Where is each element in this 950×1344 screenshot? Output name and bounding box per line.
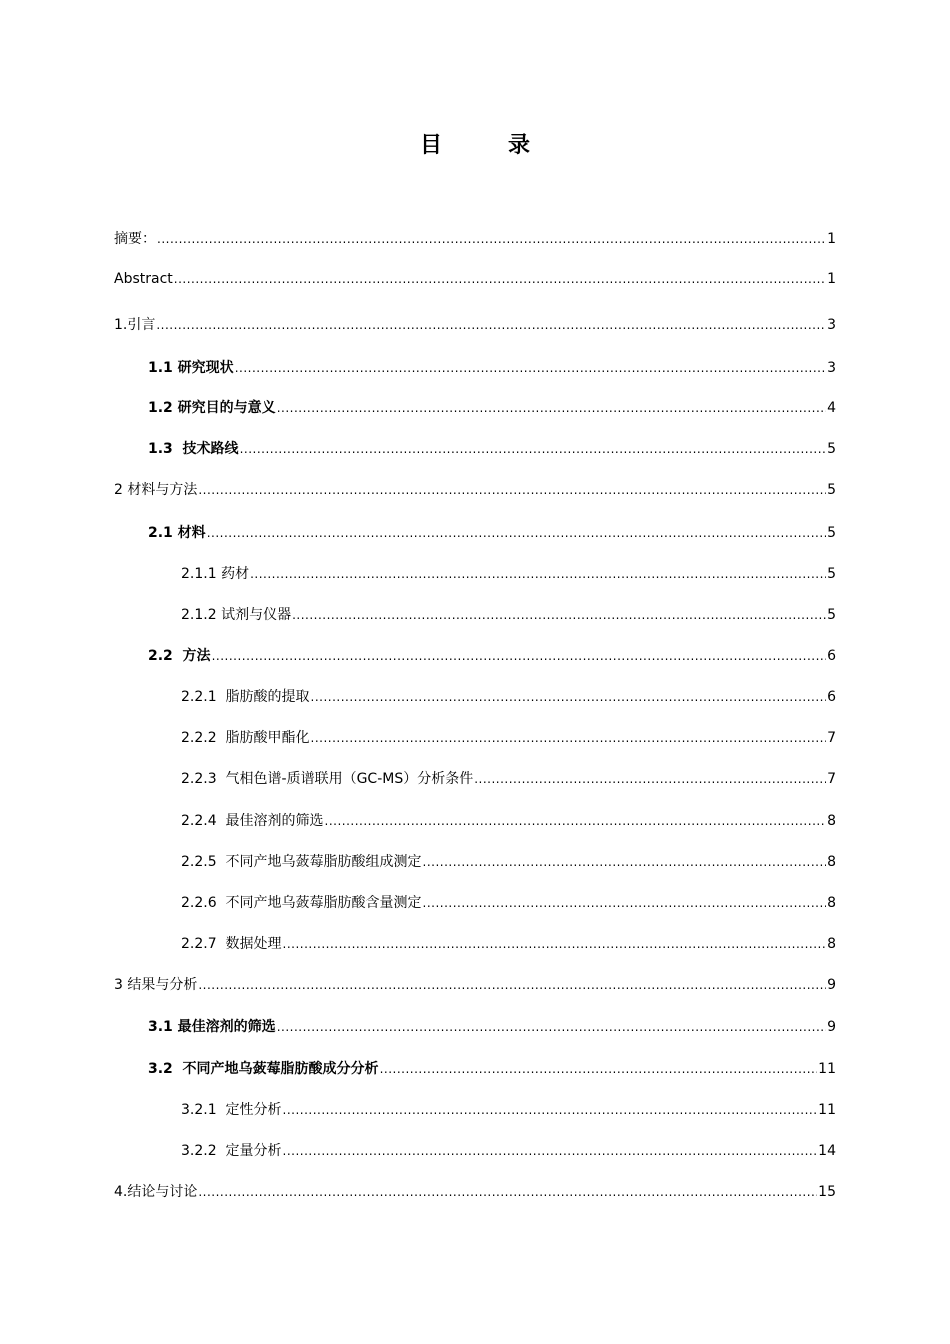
toc-entry-page-number: 9	[827, 1019, 836, 1035]
toc-entry-label: 2.2.7 数据处理	[181, 936, 282, 952]
toc-entry[interactable]	[114, 768, 836, 788]
toc-entry-page-number: 4	[827, 400, 836, 416]
toc-entry[interactable]	[114, 604, 836, 624]
toc-entry[interactable]	[114, 1016, 836, 1036]
toc-entry[interactable]	[114, 228, 836, 248]
toc-leader-dots	[174, 272, 826, 286]
toc-entry-page-number: 1	[827, 231, 836, 247]
toc-entry[interactable]	[114, 727, 836, 747]
toc-entry-page-number: 5	[827, 566, 836, 582]
toc-entry[interactable]	[114, 1181, 836, 1201]
toc-entry-page-number: 8	[827, 895, 836, 911]
toc-entry-page-number: 5	[827, 525, 836, 541]
toc-entry-label: 摘要：	[114, 231, 156, 247]
toc-entry-label: 1.2 研究目的与意义	[148, 400, 276, 416]
page-title: 目 录	[419, 133, 552, 158]
toc-entry-page-number: 6	[827, 648, 836, 664]
toc-entry-page-number: 3	[827, 360, 836, 376]
toc-leader-dots	[240, 442, 827, 456]
toc-entry-label: 3.2.1 定性分析	[181, 1102, 282, 1118]
toc-entry-page-number: 11	[818, 1061, 836, 1077]
toc-entry-page-number: 14	[818, 1143, 836, 1159]
toc-leader-dots	[157, 232, 826, 246]
toc-leader-dots	[198, 1185, 817, 1199]
toc-entry-page-number: 8	[827, 936, 836, 952]
toc-entry[interactable]	[114, 974, 836, 994]
toc-leader-dots	[325, 814, 827, 828]
toc-leader-dots	[198, 978, 826, 992]
toc-leader-dots	[311, 731, 827, 745]
toc-entry[interactable]	[114, 438, 836, 458]
toc-entry[interactable]	[114, 314, 836, 334]
toc-entry[interactable]	[114, 1140, 836, 1160]
toc-entry-label: 3.2.2 定量分析	[181, 1143, 282, 1159]
toc-entry-page-number: 7	[827, 730, 836, 746]
toc-entry[interactable]	[114, 810, 836, 830]
toc-entry-page-number: 7	[827, 771, 836, 787]
toc-entry-label: 2.2 方法	[148, 648, 211, 664]
toc-entry[interactable]	[114, 271, 836, 287]
toc-entry[interactable]	[114, 933, 836, 953]
toc-entry-page-number: 5	[827, 482, 836, 498]
toc-entry-label: 2.2.1 脂肪酸的提取	[181, 689, 310, 705]
toc-entry-label: 2.1 材料	[148, 525, 206, 541]
toc-entry-page-number: 11	[818, 1102, 836, 1118]
toc-entry-page-number: 9	[827, 977, 836, 993]
toc-entry[interactable]	[114, 1058, 836, 1078]
toc-entry-label: 3 结果与分析	[114, 977, 198, 993]
toc-entry[interactable]	[114, 479, 836, 499]
toc-entry[interactable]	[114, 892, 836, 912]
toc-entry-label: 1.3 技术路线	[148, 441, 239, 457]
toc-leader-dots	[207, 526, 826, 540]
toc-entry[interactable]	[114, 563, 836, 583]
toc-leader-dots	[156, 318, 826, 332]
toc-entry-label: 1.引言	[114, 317, 156, 333]
toc-entry-label: 3.1 最佳溶剂的筛选	[148, 1019, 276, 1035]
toc-leader-dots	[283, 937, 827, 951]
toc-leader-dots	[235, 361, 826, 375]
toc-entry[interactable]	[114, 686, 836, 706]
toc-entry-label: 2 材料与方法	[114, 482, 198, 498]
toc-entry-page-number: 15	[818, 1184, 836, 1200]
toc-entry-label: 3.2 不同产地乌蔹莓脂肪酸成分分析	[148, 1061, 379, 1077]
toc-entry-page-number: 5	[827, 441, 836, 457]
toc-leader-dots	[277, 401, 826, 415]
toc-entry-label: 2.1.2 试剂与仪器	[181, 607, 292, 623]
toc-entry-label: Abstract	[114, 271, 173, 287]
toc-entry-page-number: 8	[827, 854, 836, 870]
toc-entry-page-number: 3	[827, 317, 836, 333]
toc-leader-dots	[277, 1020, 826, 1034]
toc-leader-dots	[380, 1062, 818, 1076]
toc-entry-label: 2.2.2 脂肪酸甲酯化	[181, 730, 310, 746]
toc-leader-dots	[283, 1144, 818, 1158]
toc-leader-dots	[292, 608, 826, 622]
toc-entry-label: 2.2.3 气相色谱-质谱联用（GC-MS）分析条件	[181, 771, 474, 787]
toc-entry-page-number: 1	[827, 271, 836, 287]
toc-entry[interactable]	[114, 522, 836, 542]
toc-leader-dots	[212, 649, 827, 663]
toc-leader-dots	[283, 1103, 818, 1117]
toc-leader-dots	[423, 855, 827, 869]
toc-entry-label: 1.1 研究现状	[148, 360, 234, 376]
toc-leader-dots	[198, 483, 826, 497]
toc-leader-dots	[311, 690, 827, 704]
toc-entry-label: 2.2.6 不同产地乌蔹莓脂肪酸含量测定	[181, 895, 422, 911]
toc-entry[interactable]	[114, 1099, 836, 1119]
toc-entry-page-number: 8	[827, 813, 836, 829]
toc-leader-dots	[250, 567, 826, 581]
toc-entry-page-number: 5	[827, 607, 836, 623]
toc-entry-label: 4.结论与讨论	[114, 1184, 198, 1200]
toc-entry-label: 2.2.4 最佳溶剂的筛选	[181, 813, 324, 829]
toc-entry[interactable]	[114, 851, 836, 871]
toc-entry-label: 2.1.1 药材	[181, 566, 250, 582]
toc-entry[interactable]	[114, 397, 836, 417]
toc-leader-dots	[423, 896, 827, 910]
toc-entry-label: 2.2.5 不同产地乌蔹莓脂肪酸组成测定	[181, 854, 422, 870]
toc-entry[interactable]	[114, 645, 836, 665]
toc-leader-dots	[474, 772, 826, 786]
toc-entry[interactable]	[114, 357, 836, 377]
toc-entry-page-number: 6	[827, 689, 836, 705]
